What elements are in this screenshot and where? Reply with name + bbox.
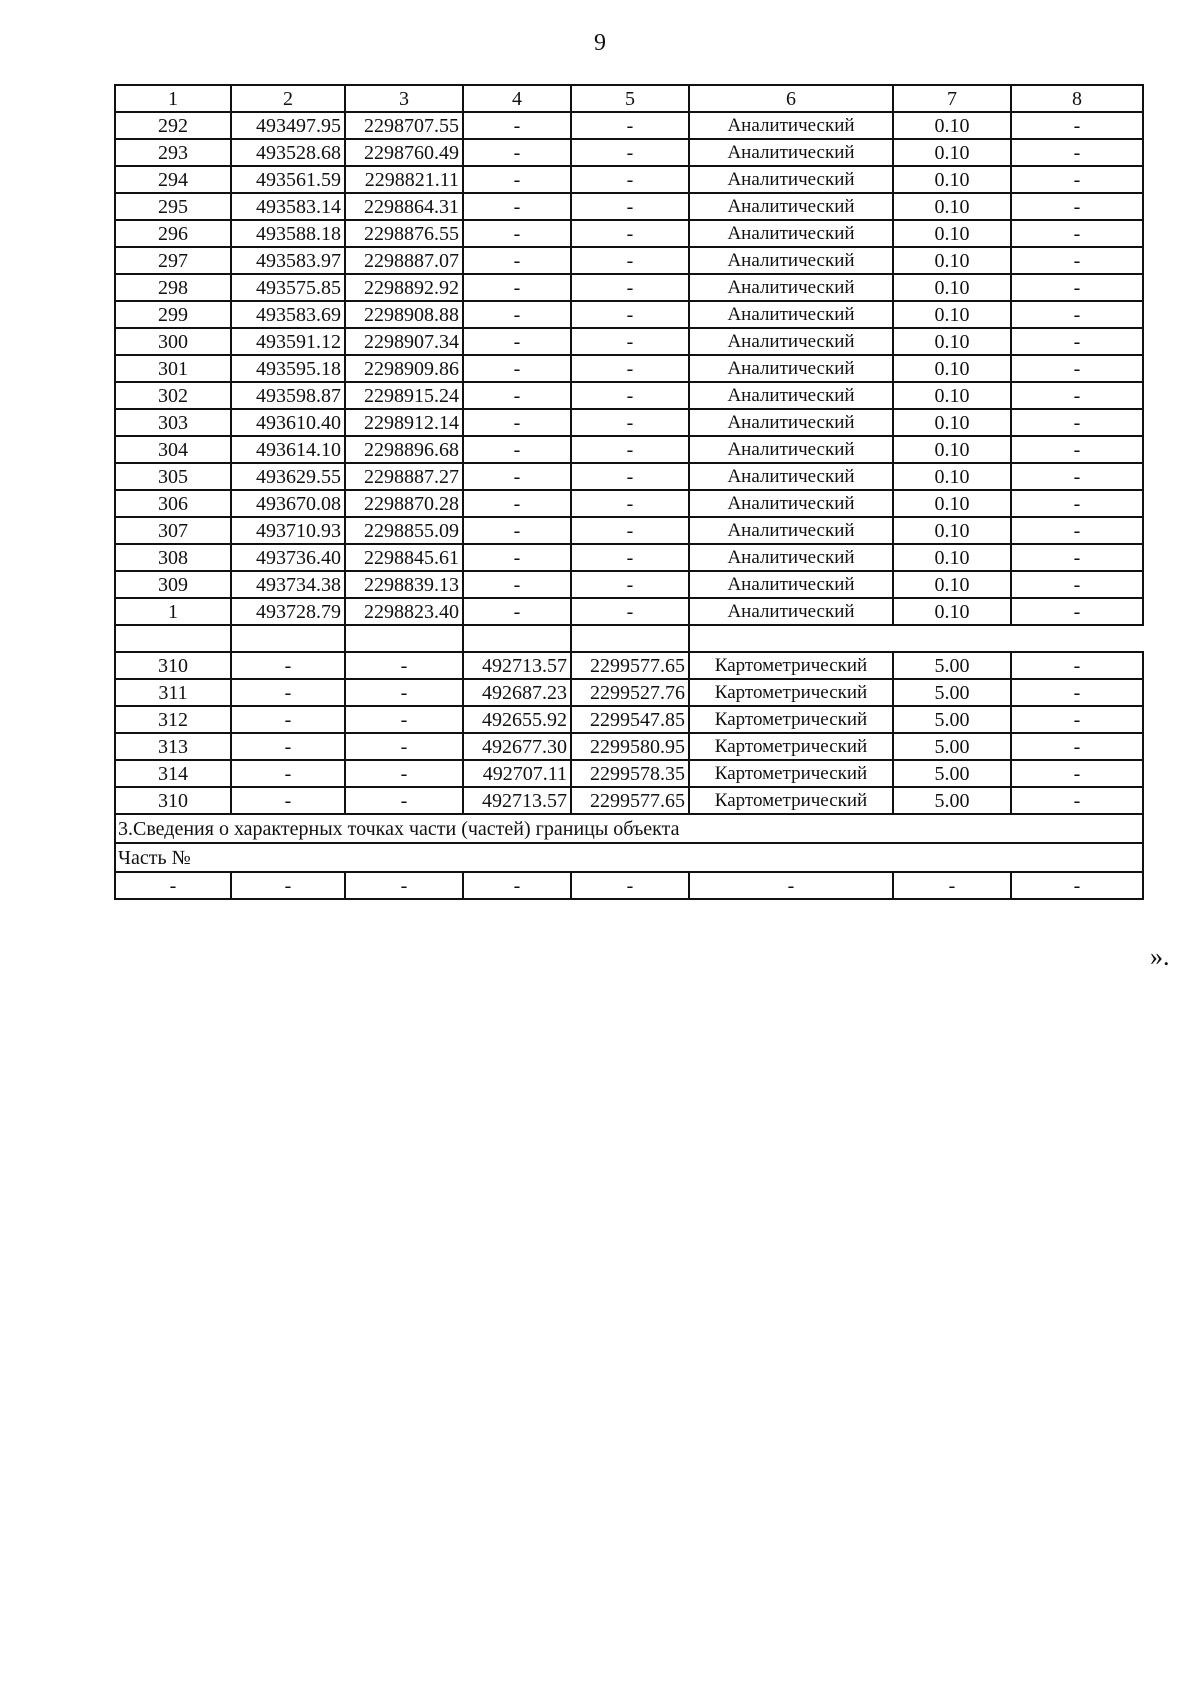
table-cell: Картометрический [689,787,893,814]
table-cell: 2298892.92 [345,274,463,301]
table-cell: - [463,247,571,274]
table-cell: - [1011,463,1143,490]
table-cell: 2298707.55 [345,112,463,139]
table-cell: - [1011,355,1143,382]
table-cell: 0.10 [893,166,1011,193]
table-cell: 492687.23 [463,679,571,706]
table-cell: 0.10 [893,463,1011,490]
table-cell: 0.10 [893,355,1011,382]
table-cell: Аналитический [689,139,893,166]
column-header: 8 [1011,85,1143,112]
table-row [115,328,1143,355]
table-cell: Аналитический [689,517,893,544]
table-cell: Аналитический [689,112,893,139]
table-cell: - [571,166,689,193]
table-cell: 493734.38 [231,571,345,598]
table-cell: - [345,706,463,733]
table-cell: 492713.57 [463,652,571,679]
table-cell: - [571,517,689,544]
table-cell: - [1011,706,1143,733]
table-cell: 0.10 [893,517,1011,544]
table-cell: Аналитический [689,463,893,490]
table-cell: 295 [115,193,231,220]
table-cell: 492707.11 [463,760,571,787]
table-cell: - [345,787,463,814]
table-cell: 300 [115,328,231,355]
table-cell: 1 [115,598,231,625]
table-cell: 2298839.13 [345,571,463,598]
table-cell: 304 [115,436,231,463]
table-cell: 5.00 [893,733,1011,760]
table-cell: - [1011,652,1143,679]
table-row [115,355,1143,382]
table-row [115,193,1143,220]
table-cell: 310 [115,652,231,679]
table-cell: - [1011,166,1143,193]
table-cell: - [463,355,571,382]
table-row [115,409,1143,436]
table-cell: 0.10 [893,571,1011,598]
table-row [115,760,1143,787]
table-cell: 2298823.40 [345,598,463,625]
table-cell: - [1011,733,1143,760]
table-cell: 493588.18 [231,220,345,247]
table-cell: 0.10 [893,436,1011,463]
table-cell: 314 [115,760,231,787]
table-cell: 310 [115,787,231,814]
spacer-row [115,625,1143,652]
table-cell: 5.00 [893,652,1011,679]
table-cell: - [1011,760,1143,787]
page-number: 9 [594,30,606,56]
column-header: 3 [345,85,463,112]
table-cell: - [463,436,571,463]
table-cell: 292 [115,112,231,139]
coordinates-table [114,84,1144,900]
table-cell: 0.10 [893,409,1011,436]
table-cell: - [231,652,345,679]
table-row [115,220,1143,247]
table-cell: - [1011,571,1143,598]
table-header-row [115,85,1143,112]
table-cell: Картометрический [689,733,893,760]
table-row [115,544,1143,571]
table-row [115,571,1143,598]
table-row [115,436,1143,463]
table-cell: 492677.30 [463,733,571,760]
table-cell: - [231,679,345,706]
table-row [115,139,1143,166]
table-cell: Аналитический [689,382,893,409]
table-row [115,274,1143,301]
part-row [115,872,1143,899]
table-cell: Аналитический [689,544,893,571]
table-cell: Аналитический [689,571,893,598]
table-cell: - [1011,328,1143,355]
table-cell: 493728.79 [231,598,345,625]
table-cell: 308 [115,544,231,571]
table-row [115,463,1143,490]
table-cell: 2298845.61 [345,544,463,571]
table-cell: 2298887.07 [345,247,463,274]
table-cell: 493736.40 [231,544,345,571]
table-cell: - [1011,409,1143,436]
table-cell: - [1011,872,1143,899]
table-cell: 0.10 [893,490,1011,517]
table-cell: - [463,112,571,139]
table-cell: 2298887.27 [345,463,463,490]
table-cell: - [1011,301,1143,328]
coordinates-table-wrap [114,84,1144,900]
table-cell: 493710.93 [231,517,345,544]
table-cell: - [231,706,345,733]
table-cell: - [1011,517,1143,544]
table-cell: - [463,139,571,166]
table-cell: 493497.95 [231,112,345,139]
table-cell: 492713.57 [463,787,571,814]
table-cell: - [463,571,571,598]
table-cell: - [571,220,689,247]
column-header: 1 [115,85,231,112]
table-cell: - [571,571,689,598]
table-cell: - [1011,112,1143,139]
column-header: 2 [231,85,345,112]
table-row [115,679,1143,706]
table-cell: Аналитический [689,193,893,220]
table-cell: - [345,872,463,899]
empty-cell [231,625,345,652]
table-cell: 298 [115,274,231,301]
table-cell: 2298876.55 [345,220,463,247]
table-cell: 2298908.88 [345,301,463,328]
table-row [115,112,1143,139]
closing-quote: ». [1150,942,1170,971]
table-cell: 493528.68 [231,139,345,166]
table-row [115,598,1143,625]
table-cell: 493670.08 [231,490,345,517]
part-label: Часть № [115,843,1143,872]
table-cell: - [1011,544,1143,571]
section-title: 3.Сведения о характерных точках части (частей) границы объекта [115,814,1143,843]
table-cell: - [571,382,689,409]
table-cell: - [345,733,463,760]
table-cell: Аналитический [689,436,893,463]
table-cell: 0.10 [893,274,1011,301]
table-cell: - [463,328,571,355]
table-cell: Аналитический [689,490,893,517]
table-cell: - [1011,787,1143,814]
part-label-row [115,843,1143,872]
table-row [115,787,1143,814]
table-cell: 2298896.68 [345,436,463,463]
table-cell: 0.10 [893,598,1011,625]
table-cell: Аналитический [689,274,893,301]
empty-cell [571,625,689,652]
table-cell: Аналитический [689,220,893,247]
table-cell: - [345,652,463,679]
table-cell: 2298915.24 [345,382,463,409]
column-header: 5 [571,85,689,112]
table-cell: 309 [115,571,231,598]
empty-cell [689,625,1143,652]
table-cell: - [571,139,689,166]
table-cell: - [571,409,689,436]
table-cell: 2299547.85 [571,706,689,733]
column-header: 6 [689,85,893,112]
table-cell: 294 [115,166,231,193]
table-cell: Аналитический [689,355,893,382]
table-cell: 5.00 [893,787,1011,814]
column-header: 4 [463,85,571,112]
table-cell: - [571,193,689,220]
table-cell: 2298821.11 [345,166,463,193]
table-cell: 2299578.35 [571,760,689,787]
table-cell: 493629.55 [231,463,345,490]
table-cell: 0.10 [893,139,1011,166]
table-cell: 2298855.09 [345,517,463,544]
table-cell: 493595.18 [231,355,345,382]
table-cell: Аналитический [689,598,893,625]
table-cell: - [1011,220,1143,247]
table-cell: 0.10 [893,193,1011,220]
table-cell: 0.10 [893,328,1011,355]
table-cell: Картометрический [689,760,893,787]
table-cell: - [571,436,689,463]
table-cell: 493583.14 [231,193,345,220]
table-cell: - [463,382,571,409]
table-cell: - [1011,436,1143,463]
table-row [115,247,1143,274]
table-cell: Картометрический [689,679,893,706]
empty-cell [345,625,463,652]
table-cell: 5.00 [893,760,1011,787]
table-cell: - [1011,679,1143,706]
table-cell: 2298870.28 [345,490,463,517]
table-cell: 493598.87 [231,382,345,409]
table-cell: 311 [115,679,231,706]
table-cell: 293 [115,139,231,166]
table-cell: 302 [115,382,231,409]
table-cell: 301 [115,355,231,382]
table-cell: - [463,544,571,571]
table-cell: 306 [115,490,231,517]
table-cell: - [1011,274,1143,301]
table-row [115,166,1143,193]
table-cell: 303 [115,409,231,436]
table-cell: 313 [115,733,231,760]
table-cell: - [571,301,689,328]
table-cell: 2298912.14 [345,409,463,436]
table-cell: 493575.85 [231,274,345,301]
table-row [115,706,1143,733]
table-cell: 312 [115,706,231,733]
table-cell: - [463,220,571,247]
table-cell: - [571,112,689,139]
table-cell: Картометрический [689,652,893,679]
table-cell: 2299527.76 [571,679,689,706]
table-cell: 493591.12 [231,328,345,355]
table-cell: 493583.97 [231,247,345,274]
table-cell: - [231,787,345,814]
table-cell: - [571,872,689,899]
table-row [115,652,1143,679]
table-cell: 307 [115,517,231,544]
table-cell: Аналитический [689,301,893,328]
table-cell: - [571,463,689,490]
table-row [115,490,1143,517]
table-cell: - [463,301,571,328]
table-cell: - [463,166,571,193]
table-cell: Картометрический [689,706,893,733]
table-cell: 2298907.34 [345,328,463,355]
table-cell: - [1011,139,1143,166]
table-cell: - [1011,490,1143,517]
table-cell: 0.10 [893,301,1011,328]
table-cell: Аналитический [689,328,893,355]
table-cell: 492655.92 [463,706,571,733]
table-row [115,733,1143,760]
table-cell: 2298760.49 [345,139,463,166]
table-cell: - [463,274,571,301]
table-cell: - [689,872,893,899]
table-cell: - [571,544,689,571]
table-cell: - [463,409,571,436]
table-cell: - [893,872,1011,899]
table-cell: 2299577.65 [571,652,689,679]
empty-cell [463,625,571,652]
table-cell: 0.10 [893,112,1011,139]
table-cell: - [463,517,571,544]
table-cell: - [1011,247,1143,274]
column-header: 7 [893,85,1011,112]
table-cell: 5.00 [893,706,1011,733]
table-cell: - [463,463,571,490]
table-cell: 5.00 [893,679,1011,706]
table-cell: - [345,679,463,706]
table-cell: - [571,598,689,625]
table-cell: - [571,274,689,301]
table-cell: 2299580.95 [571,733,689,760]
table-cell: - [463,193,571,220]
table-cell: 493583.69 [231,301,345,328]
table-cell: 2298864.31 [345,193,463,220]
section-title-row [115,814,1143,843]
table-cell: 493614.10 [231,436,345,463]
table-cell: - [571,355,689,382]
table-cell: - [463,598,571,625]
table-cell: 2299577.65 [571,787,689,814]
table-cell: 305 [115,463,231,490]
table-row [115,301,1143,328]
table-cell: - [231,733,345,760]
table-cell: 299 [115,301,231,328]
table-cell: - [571,247,689,274]
table-cell: - [115,872,231,899]
table-row [115,517,1143,544]
table-cell: - [571,328,689,355]
table-cell: 296 [115,220,231,247]
table-cell: 0.10 [893,247,1011,274]
table-cell: - [1011,382,1143,409]
table-cell: Аналитический [689,409,893,436]
table-cell: - [1011,598,1143,625]
table-cell: 493610.40 [231,409,345,436]
table-cell: - [345,760,463,787]
table-cell: 0.10 [893,544,1011,571]
table-cell: 493561.59 [231,166,345,193]
table-cell: Аналитический [689,166,893,193]
table-cell: - [1011,193,1143,220]
table-cell: 2298909.86 [345,355,463,382]
table-cell: 297 [115,247,231,274]
table-cell: 0.10 [893,220,1011,247]
table-cell: - [463,872,571,899]
table-cell: Аналитический [689,247,893,274]
table-cell: - [571,490,689,517]
table-cell: - [231,872,345,899]
table-cell: 0.10 [893,382,1011,409]
table-cell: - [231,760,345,787]
table-cell: - [463,490,571,517]
table-row [115,382,1143,409]
empty-cell [115,625,231,652]
